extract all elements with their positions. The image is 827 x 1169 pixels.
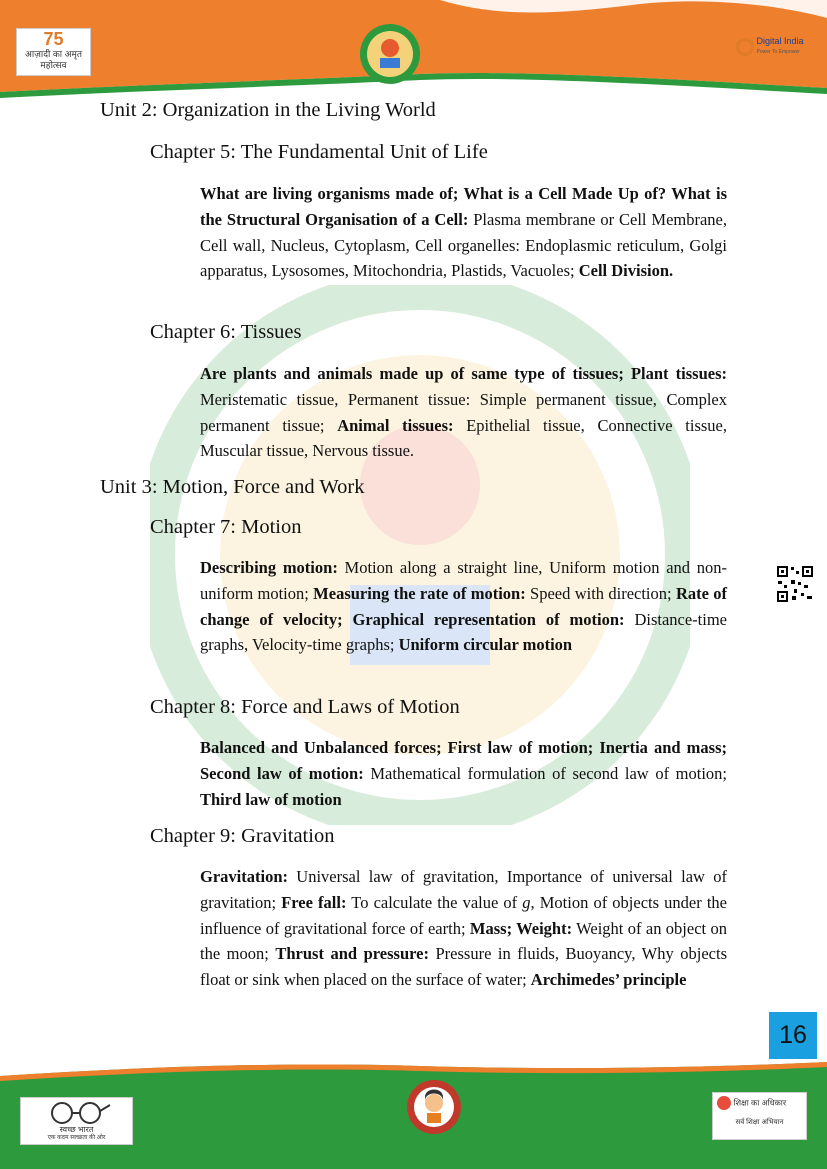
topic-text: Universal law of gravitation, Importance of universal law of gravitation;	[200, 867, 727, 912]
topic-text: Epithelial tissue, Connective tissue, Muscular tissue, Nervous tissue.	[200, 415, 727, 461]
chapter-heading: Chapter 9: Gravitation	[150, 825, 335, 847]
topic-text: Motion along a straight line, Uniform motion and non-uniform motion;	[200, 558, 727, 603]
children-icon	[717, 1096, 731, 1110]
topic-keyword: Animal tissues:	[337, 415, 454, 435]
topic-keyword: Mass; Weight:	[469, 918, 573, 938]
topic-text: Pressure in fluids, Buoyancy, Why objects float or sink when placed on the surface of water;	[200, 944, 727, 990]
digital-india-logo: Digital India Power To Empower	[736, 37, 806, 65]
digital-india-icon	[736, 38, 754, 56]
topic-text: Speed with direction;	[525, 583, 676, 603]
topic-text: g	[522, 892, 531, 912]
topic-text: Meristematic tissue, Permanent tissue: Simple permanent tissue, Complex permanent tissue;	[200, 389, 727, 435]
beti-bachao-beti-padhao-logo	[405, 1075, 463, 1145]
chapter-heading: Chapter 8: Force and Laws of Motion	[150, 696, 460, 718]
right-to-education-logo: शिक्षा का अधिकार सर्व शिक्षा अभियान	[712, 1092, 807, 1140]
spectacles-icon	[42, 1101, 112, 1125]
chapter-heading: Chapter 7: Motion	[150, 516, 302, 538]
chapter-topics	[200, 555, 727, 658]
topic-text: Plasma membrane or Cell Membrane, Cell wall, Nucleus, Cytoplasm, Cell organelles: Endoplasmic reticulum, Golgi apparatus, Lysosomes, Mitochondria, Plastids, Vacuoles;	[200, 209, 728, 281]
topic-keyword: What are living organisms made of; What is a Cell Made Up of? What is the Structural Organisation of a Cell:	[200, 184, 727, 229]
topic-text: , Motion of objects under the influence of gravitational force of earth;	[200, 892, 727, 938]
topic-keyword: Balanced and Unbalanced forces; First law of motion; Inertia and mass; Second law of motion:	[200, 738, 727, 783]
topic-keyword: Cell Division.	[578, 261, 674, 281]
topic-keyword: Uniform circular motion	[398, 635, 573, 655]
topic-keyword: Gravitation:	[200, 867, 288, 886]
unit-heading: Unit 3: Motion, Force and Work	[100, 476, 365, 498]
unit-heading: Unit 2: Organization in the Living World	[100, 99, 436, 121]
chapter-heading: Chapter 6: Tissues	[150, 321, 302, 343]
school-board-emblem	[358, 22, 422, 86]
topic-text: To calculate the value of	[346, 892, 523, 912]
topic-text: Mathematical formulation of second law of motion;	[363, 763, 727, 783]
topic-keyword: Thrust and pressure:	[275, 944, 429, 964]
topic-keyword: Are plants and animals made up of same type of tissues; Plant tissues:	[200, 364, 727, 383]
swachh-bharat-logo: स्वच्छ भारत एक कदम स्वच्छता की ओर	[20, 1097, 133, 1145]
topic-keyword: Describing motion:	[200, 558, 338, 577]
topic-text: Weight of an object on the moon;	[200, 918, 727, 964]
chapter-topics	[200, 361, 727, 464]
chapter-topics	[200, 181, 727, 284]
chapter-heading: Chapter 5: The Fundamental Unit of Life	[150, 141, 488, 163]
topic-keyword: Rate of change of velocity; Graphical representation of motion:	[200, 583, 727, 629]
topic-keyword: Third law of motion	[200, 789, 342, 809]
topic-keyword: Archimedes’ principle	[530, 970, 687, 990]
qr-code[interactable]	[776, 565, 814, 603]
topic-keyword: Free fall:	[281, 892, 347, 912]
azadi-ka-amrit-mahotsav-logo: 75 आज़ादी का अमृत महोत्सव	[16, 28, 91, 76]
chapter-topics	[200, 864, 727, 993]
topic-text: Distance-time graphs, Velocity-time graphs;	[200, 609, 728, 655]
page-number: 16	[769, 1012, 817, 1059]
topic-keyword: Measuring the rate of motion:	[313, 583, 526, 603]
chapter-topics	[200, 735, 727, 812]
